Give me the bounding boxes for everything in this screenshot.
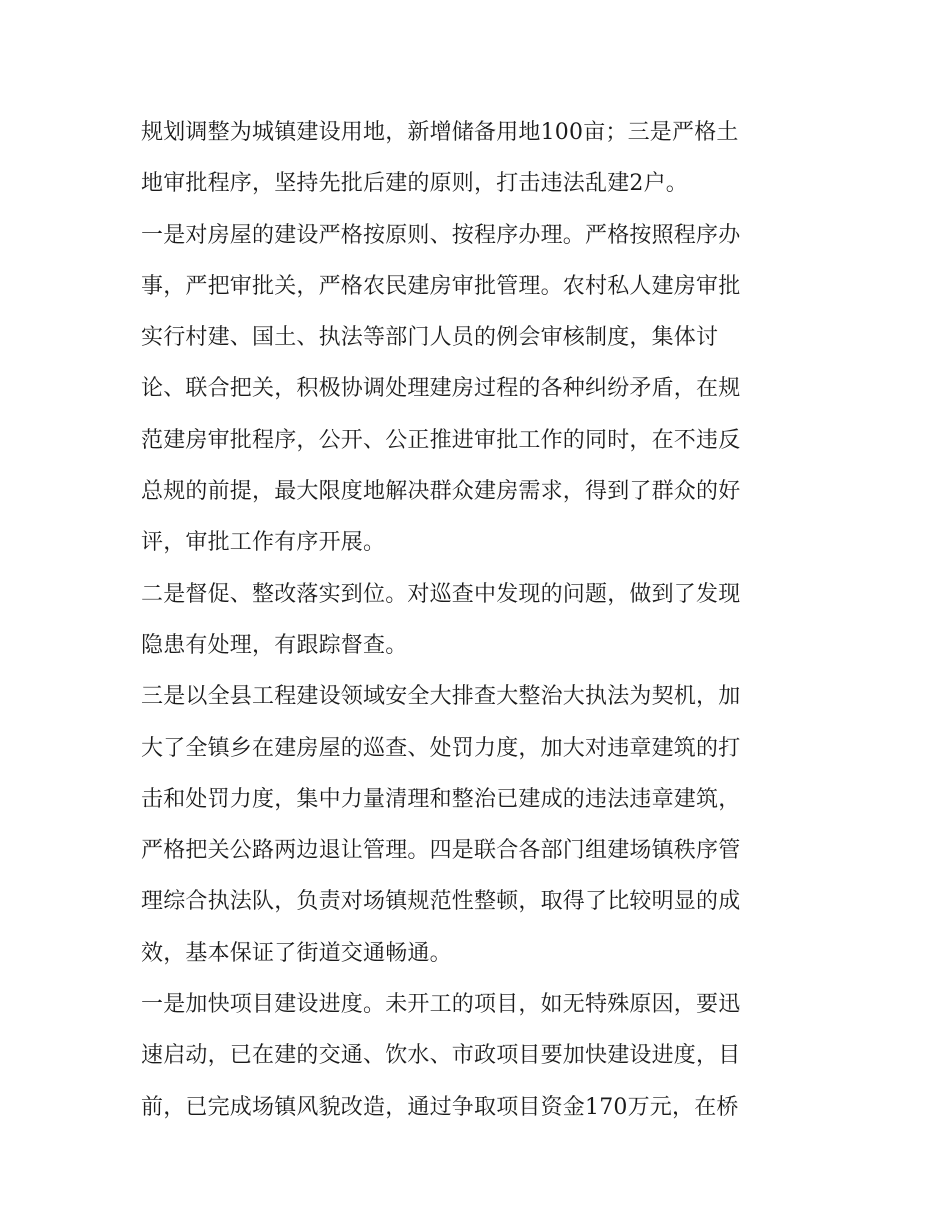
text-line: 严格把关公路两边退让管理。四是联合各部门组建场镇秩序管 — [141, 838, 741, 864]
text-line: 隐患有处理，有跟踪督查。 — [141, 632, 408, 658]
document-body — [141, 107, 811, 1133]
text-line: 范建房审批程序，公开、公正推进审批工作的同时，在不违反 — [141, 427, 741, 453]
text-line: 评，审批工作有序开展。 — [141, 530, 386, 556]
text-line: 击和处罚力度，集中力量清理和整治已建成的违法违章建筑， — [141, 786, 741, 812]
text-line: 效，基本保证了街道交通畅通。 — [141, 940, 452, 966]
text-line: 理综合执法队，负责对场镇规范性整顿，取得了比较明显的成 — [141, 889, 741, 915]
text-line: 前，已完成场镇风貌改造，通过争取项目资金170万元，在桥 — [141, 1094, 739, 1120]
text-line: 论、联合把关，积极协调处理建房过程的各种纠纷矛盾，在规 — [141, 376, 741, 402]
text-line: 一是加快项目建设进度。未开工的项目，如无特殊原因，要迅 — [141, 992, 741, 1018]
text-line: 地审批程序，坚持先批后建的原则，打击违法乱建2户。 — [141, 171, 688, 197]
text-line: 总规的前提，最大限度地解决群众建房需求，得到了群众的好 — [141, 479, 741, 505]
text-line: 事，严把审批关，严格农民建房审批管理。农村私人建房审批 — [141, 273, 741, 299]
text-line: 速启动，已在建的交通、饮水、市政项目要加快建设进度，目 — [141, 1043, 741, 1069]
text-line: 二是督促、整改落实到位。对巡查中发现的问题，做到了发现 — [141, 581, 741, 607]
text-line: 实行村建、国土、执法等部门人员的例会审核制度，集体讨 — [141, 325, 719, 351]
text-line: 大了全镇乡在建房屋的巡查、处罚力度，加大对违章建筑的打 — [141, 735, 741, 761]
text-line: 三是以全县工程建设领域安全大排查大整治大执法为契机，加 — [141, 684, 741, 710]
text-line: 一是对房屋的建设严格按原则、按程序办理。严格按照程序办 — [141, 222, 741, 248]
text-line: 规划调整为城镇建设用地，新增储备用地100亩；三是严格土 — [141, 120, 739, 145]
